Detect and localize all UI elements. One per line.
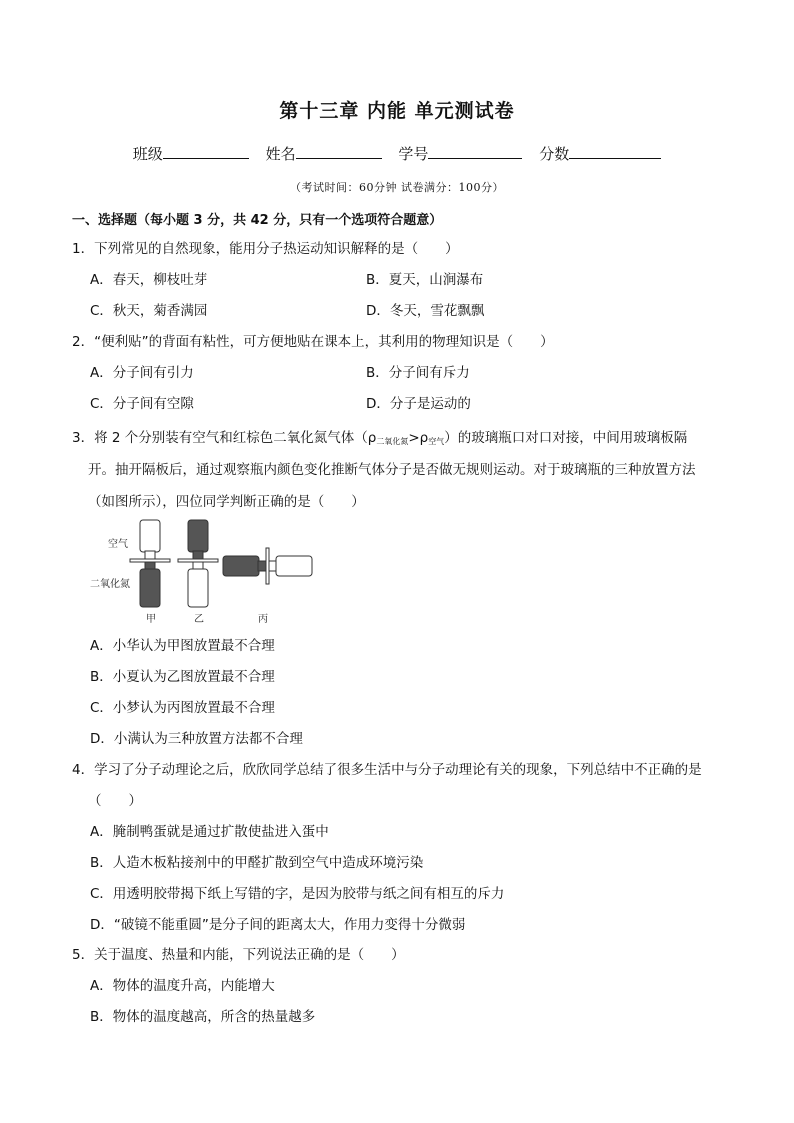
question-3-stem-line-1 (72, 429, 687, 451)
question-2-option-a[interactable]: A．分子间有引力 (90, 365, 194, 381)
label-jia: 甲 (146, 614, 156, 625)
question-2-stem: 2．“便利贴”的背面有粘性，可方便地贴在课本上，其利用的物理知识是（ ） (72, 334, 554, 350)
score-blank[interactable] (569, 144, 661, 159)
name-blank[interactable] (296, 144, 382, 159)
question-1-option-d[interactable]: D．冬天，雪花飘飘 (366, 303, 485, 319)
id-blank[interactable] (428, 144, 522, 159)
gas-bottle-figure (88, 518, 318, 628)
label-air: 空气 (108, 539, 128, 550)
question-3-option-c[interactable]: C．小梦认为丙图放置最不合理 (90, 700, 275, 716)
rho-comparison: >ρ (408, 430, 429, 446)
question-1-option-c[interactable]: C．秋天，菊香满园 (90, 303, 208, 319)
question-3-stem-line-2: 开。抽开隔板后，通过观察瓶内颜色变化推断气体分子是否做无规则运动。对于玻璃瓶的三种放置方法 (88, 462, 696, 478)
page-title: 第十三章 内能 单元测试卷 (279, 100, 515, 122)
rho-air-subscript: 空气 (428, 437, 445, 446)
question-4-stem-line-1: 4．学习了分子动理论之后，欣欣同学总结了很多生活中与分子动理论有关的现象，下列总结中不正确的是 (72, 762, 702, 778)
label-no2: 二氧化氮 (90, 579, 130, 590)
score-field[interactable] (539, 143, 661, 164)
question-2-option-c[interactable]: C．分子间有空隙 (90, 396, 194, 412)
score-label: 分数 (539, 145, 570, 163)
label-bing: 丙 (258, 614, 268, 625)
question-5-stem: 5．关于温度、热量和内能，下列说法正确的是（ ） (72, 947, 405, 963)
question-4-stem-line-2: （ ） (88, 793, 142, 809)
question-4-option-b[interactable]: B．人造木板粘接剂中的甲醛扩散到空气中造成环境污染 (90, 855, 424, 871)
question-2-option-d[interactable]: D．分子是运动的 (366, 396, 471, 412)
exam-note: （考试时间：60分钟 试卷满分：100分） (290, 181, 504, 194)
class-label: 班级 (132, 145, 163, 163)
class-blank[interactable] (163, 144, 249, 159)
id-label: 学号 (398, 145, 429, 163)
q3-stem-post: ）的玻璃瓶口对口对接，中间用玻璃板隔 (444, 430, 688, 446)
question-5-option-b[interactable]: B．物体的温度越高，所含的热量越多 (90, 1009, 316, 1025)
section-title: 一、选择题（每小题 3 分，共 42 分，只有一个选项符合题意） (72, 213, 443, 228)
question-3-option-d[interactable]: D．小满认为三种放置方法都不合理 (90, 731, 303, 747)
q3-stem-pre: 3．将 2 个分别装有空气和红棕色二氧化氮气体（ρ (72, 430, 377, 446)
question-4-option-d[interactable]: D．“破镜不能重圆”是分子间的距离太大，作用力变得十分微弱 (90, 917, 466, 933)
label-yi: 乙 (194, 614, 204, 625)
name-label: 姓名 (265, 145, 296, 163)
rho-no2-subscript: 二氧化氮 (376, 437, 409, 446)
bottle-arrangement-bing (223, 548, 312, 584)
question-5-option-a[interactable]: A．物体的温度升高，内能增大 (90, 978, 275, 994)
student-info-line (0, 143, 794, 164)
question-2-option-b[interactable]: B．分子间有斥力 (366, 365, 470, 381)
question-3-option-b[interactable]: B．小夏认为乙图放置最不合理 (90, 669, 275, 685)
question-4-option-a[interactable]: A．腌制鸭蛋就是通过扩散使盐进入蛋中 (90, 824, 329, 840)
question-1-stem: 1．下列常见的自然现象，能用分子热运动知识解释的是（ ） (72, 241, 459, 257)
bottle-arrangement-jia (130, 520, 170, 607)
question-1-option-b[interactable]: B．夏天，山涧瀑布 (366, 272, 484, 288)
question-1-option-a[interactable]: A．春天，柳枝吐芽 (90, 272, 208, 288)
name-field[interactable] (266, 143, 382, 164)
class-field[interactable] (133, 143, 249, 164)
bottle-arrangement-yi (178, 520, 218, 607)
question-4-option-c[interactable]: C．用透明胶带揭下纸上写错的字，是因为胶带与纸之间有相互的斥力 (90, 886, 505, 902)
id-field[interactable] (398, 143, 522, 164)
question-3-option-a[interactable]: A．小华认为甲图放置最不合理 (90, 638, 275, 654)
question-3-stem-line-3: （如图所示），四位同学判断正确的是（ ） (88, 494, 365, 510)
